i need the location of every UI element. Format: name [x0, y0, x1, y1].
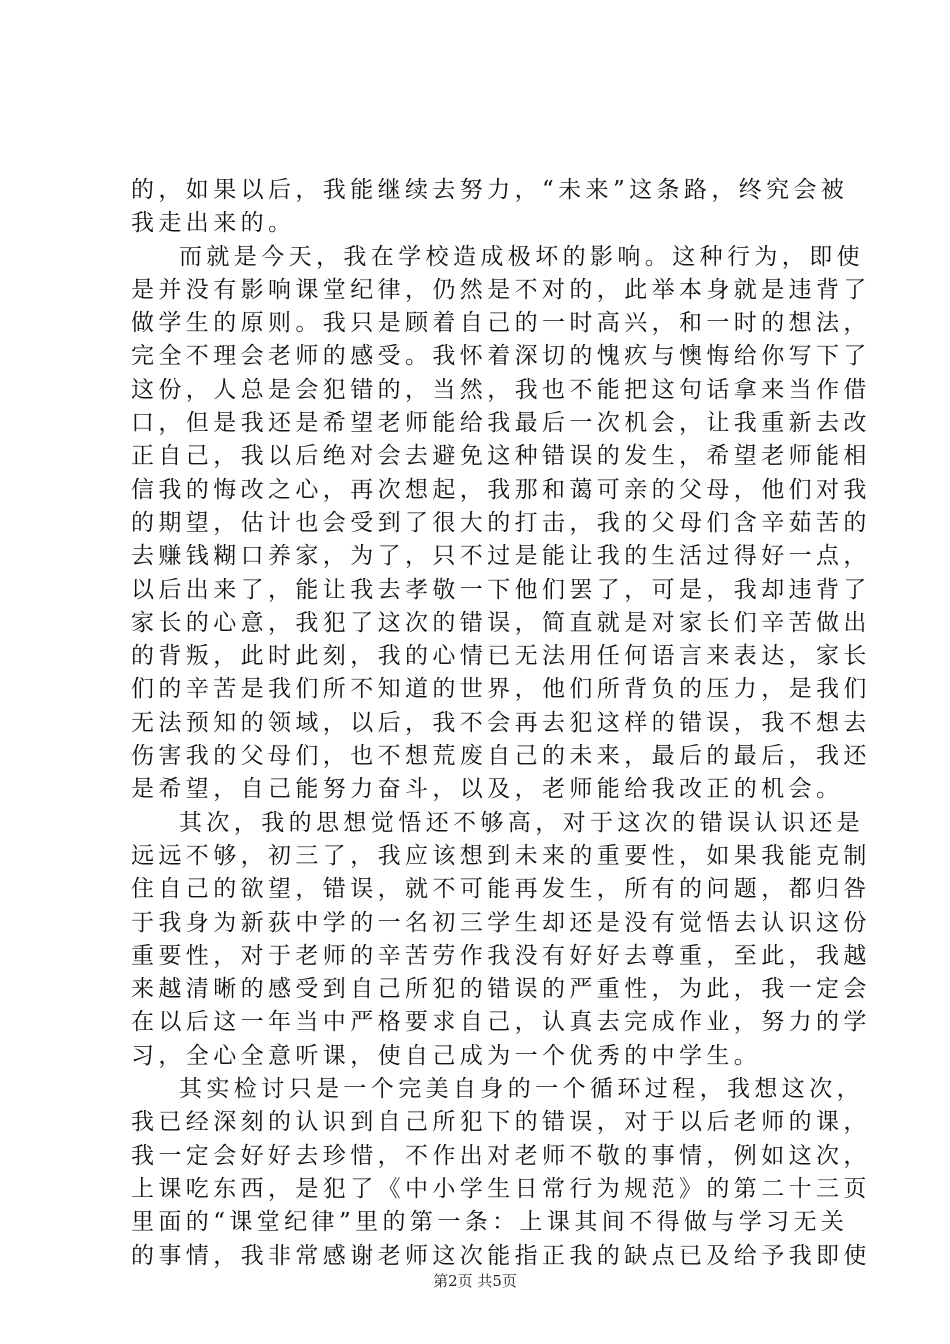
text-line: 习，全心全意听课，使自己成为一个优秀的中学生。: [131, 1042, 762, 1069]
text-line: 的期望，估计也会受到了很大的打击，我的父母们含辛茹苦的: [131, 509, 871, 536]
page-number-footer: 第2页 共5页: [433, 1272, 517, 1290]
paragraph-first-line: 其次，我的思想觉悟还不够高，对于这次的错误认识还是: [179, 809, 864, 836]
text-line: 我一定会好好去珍惜，不作出对老师不敬的事情，例如这次，: [131, 1142, 871, 1169]
paragraph-first-line: 其实检讨只是一个完美自身的一个循环过程，我想这次，: [179, 1076, 864, 1103]
text-line: 里面的“课堂纪律”里的第一条：上课其间不得做与学习无关: [131, 1209, 849, 1236]
text-line: 重要性，对于老师的辛苦劳作我没有好好去尊重，至此，我越: [131, 942, 871, 969]
text-line: 远远不够，初三了，我应该想到未来的重要性，如果我能克制: [131, 842, 871, 869]
text-line: 无法预知的领域，以后，我不会再去犯这样的错误，我不想去: [131, 709, 871, 736]
text-line: 在以后这一年当中严格要求自己，认真去完成作业，努力的学: [131, 1009, 871, 1036]
text-line: 于我身为新荻中学的一名初三学生却还是没有觉悟去认识这份: [131, 909, 871, 936]
text-line: 做学生的原则。我只是顾着自己的一时高兴，和一时的想法，: [131, 310, 871, 337]
text-line: 是希望，自己能努力奋斗，以及，老师能给我改正的机会。: [131, 776, 844, 803]
paragraph-first-line: 而就是今天，我在学校造成极坏的影响。这种行为，即使: [179, 243, 864, 270]
text-line: 去赚钱糊口养家，为了，只不过是能让我的生活过得好一点，: [131, 543, 871, 570]
text-line: 我已经深刻的认识到自己所犯下的错误，对于以后老师的课，: [131, 1109, 871, 1136]
text-line: 住自己的欲望，错误，就不可能再发生，所有的问题，都归咎: [131, 876, 871, 903]
text-line: 正自己，我以后绝对会去避免这种错误的发生，希望老师能相: [131, 443, 871, 470]
text-line: 们的辛苦是我们所不知道的世界，他们所背负的压力，是我们: [131, 676, 871, 703]
text-line: 的，如果以后，我能继续去努力，“未来”这条路，终究会被: [131, 177, 849, 203]
text-line: 的事情，我非常感谢老师这次能指正我的缺点已及给予我即使: [131, 1242, 871, 1269]
text-line: 以后出来了，能让我去孝敬一下他们罢了，可是，我却违背了: [131, 576, 871, 603]
text-line: 上课吃东西，是犯了《中小学生日常行为规范》的第二十三页: [131, 1175, 871, 1202]
text-line: 来越清晰的感受到自己所犯的错误的严重性，为此，我一定会: [131, 976, 871, 1003]
text-line: 家长的心意，我犯了这次的错误，简直就是对家长们辛苦做出: [131, 609, 871, 636]
document-body: [131, 174, 871, 1273]
text-line: 的背叛，此时此刻，我的心情已无法用任何语言来表达，家长: [131, 643, 871, 670]
text-line: 信我的悔改之心，再次想起，我那和蔼可亲的父母，他们对我: [131, 476, 871, 503]
text-line: 我走出来的。: [131, 210, 296, 237]
text-line: 伤害我的父母们，也不想荒废自己的未来，最后的最后，我还: [131, 743, 871, 770]
text-line: 这份，人总是会犯错的，当然，我也不能把这句话拿来当作借: [131, 376, 871, 403]
text-line: 是并没有影响课堂纪律，仍然是不对的，此举本身就是违背了: [131, 276, 871, 303]
text-line: 完全不理会老师的感受。我怀着深切的愧疚与懊悔给你写下了: [131, 343, 871, 370]
text-line: 口，但是我还是希望老师能给我最后一次机会，让我重新去改: [131, 410, 871, 437]
